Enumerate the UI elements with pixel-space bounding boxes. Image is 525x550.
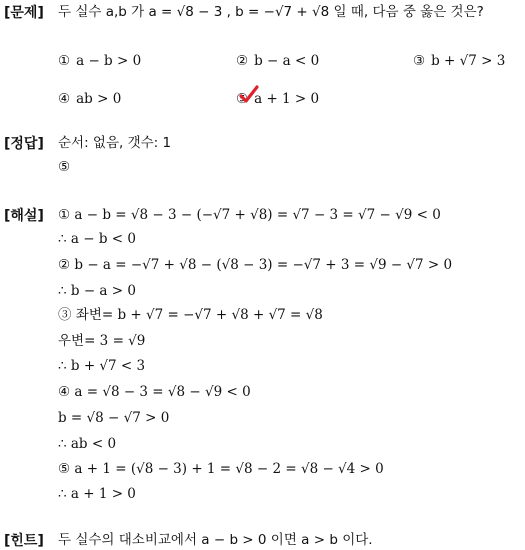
problem-text: 두 실수 a,b 가 a = √8 − 3 , b = −√7 + √8 일 때, 다음 중 옳은 것은? (58, 4, 484, 20)
choice-1-number: ① (58, 53, 71, 69)
answer-line-2: ⑤ (58, 159, 71, 175)
solution-line-5: ③ 좌변= b + √7 = −√7 + √8 + √7 = √8 (58, 307, 323, 323)
solution-line-9: b = √8 − √7 > 0 (58, 410, 170, 426)
solution-line-6: 우변= 3 = √9 (58, 333, 146, 349)
choice-2-number: ② (236, 53, 249, 69)
solution-line-8: ④ a = √8 − 3 = √8 − √9 < 0 (58, 384, 251, 400)
choice-2-expr: b − a < 0 (254, 53, 320, 69)
solution-line-2: ∴ a − b < 0 (58, 231, 136, 247)
answer-line-1: 순서: 없음, 갯수: 1 (58, 135, 172, 151)
solution-line-4: ∴ b − a > 0 (58, 283, 136, 299)
hint-text: 두 실수의 대소비교에서 a − b > 0 이면 a > b 이다. (58, 532, 373, 548)
solution-line-11: ⑤ a + 1 = (√8 − 3) + 1 = √8 − 2 = √8 − √4 > 0 (58, 461, 384, 477)
solution-line-3: ② b − a = −√7 + √8 − (√8 − 3) = −√7 + 3 = √9 − √7 > 0 (58, 257, 453, 273)
solution-line-1: ① a − b = √8 − 3 − (−√7 + √8) = √7 − 3 = √7 − √9 < 0 (58, 207, 441, 223)
choice-4-expr: ab > 0 (76, 91, 122, 107)
choice-2[interactable] (236, 51, 319, 71)
choice-3-expr: b + √7 > 3 (431, 53, 506, 69)
choice-4[interactable] (58, 89, 121, 109)
choice-1-expr: a − b > 0 (76, 53, 142, 69)
choice-1[interactable] (58, 51, 141, 71)
choice-3-number: ③ (413, 53, 426, 69)
solution-line-7: ∴ b + √7 < 3 (58, 358, 146, 374)
red-check-icon (238, 84, 260, 106)
solution-tag: [해설] (4, 208, 44, 224)
answer-tag: [정답] (4, 136, 44, 152)
choice-5-number: ⑤ (236, 91, 249, 107)
solution-line-10: ∴ ab < 0 (58, 436, 117, 452)
solution-line-12: ∴ a + 1 > 0 (58, 486, 136, 502)
choice-5-expr: a + 1 > 0 (254, 91, 320, 107)
problem-tag: [문제] (4, 5, 44, 21)
choice-3[interactable] (413, 51, 505, 71)
hint-tag: [힌트] (4, 533, 44, 549)
choice-4-number: ④ (58, 91, 71, 107)
